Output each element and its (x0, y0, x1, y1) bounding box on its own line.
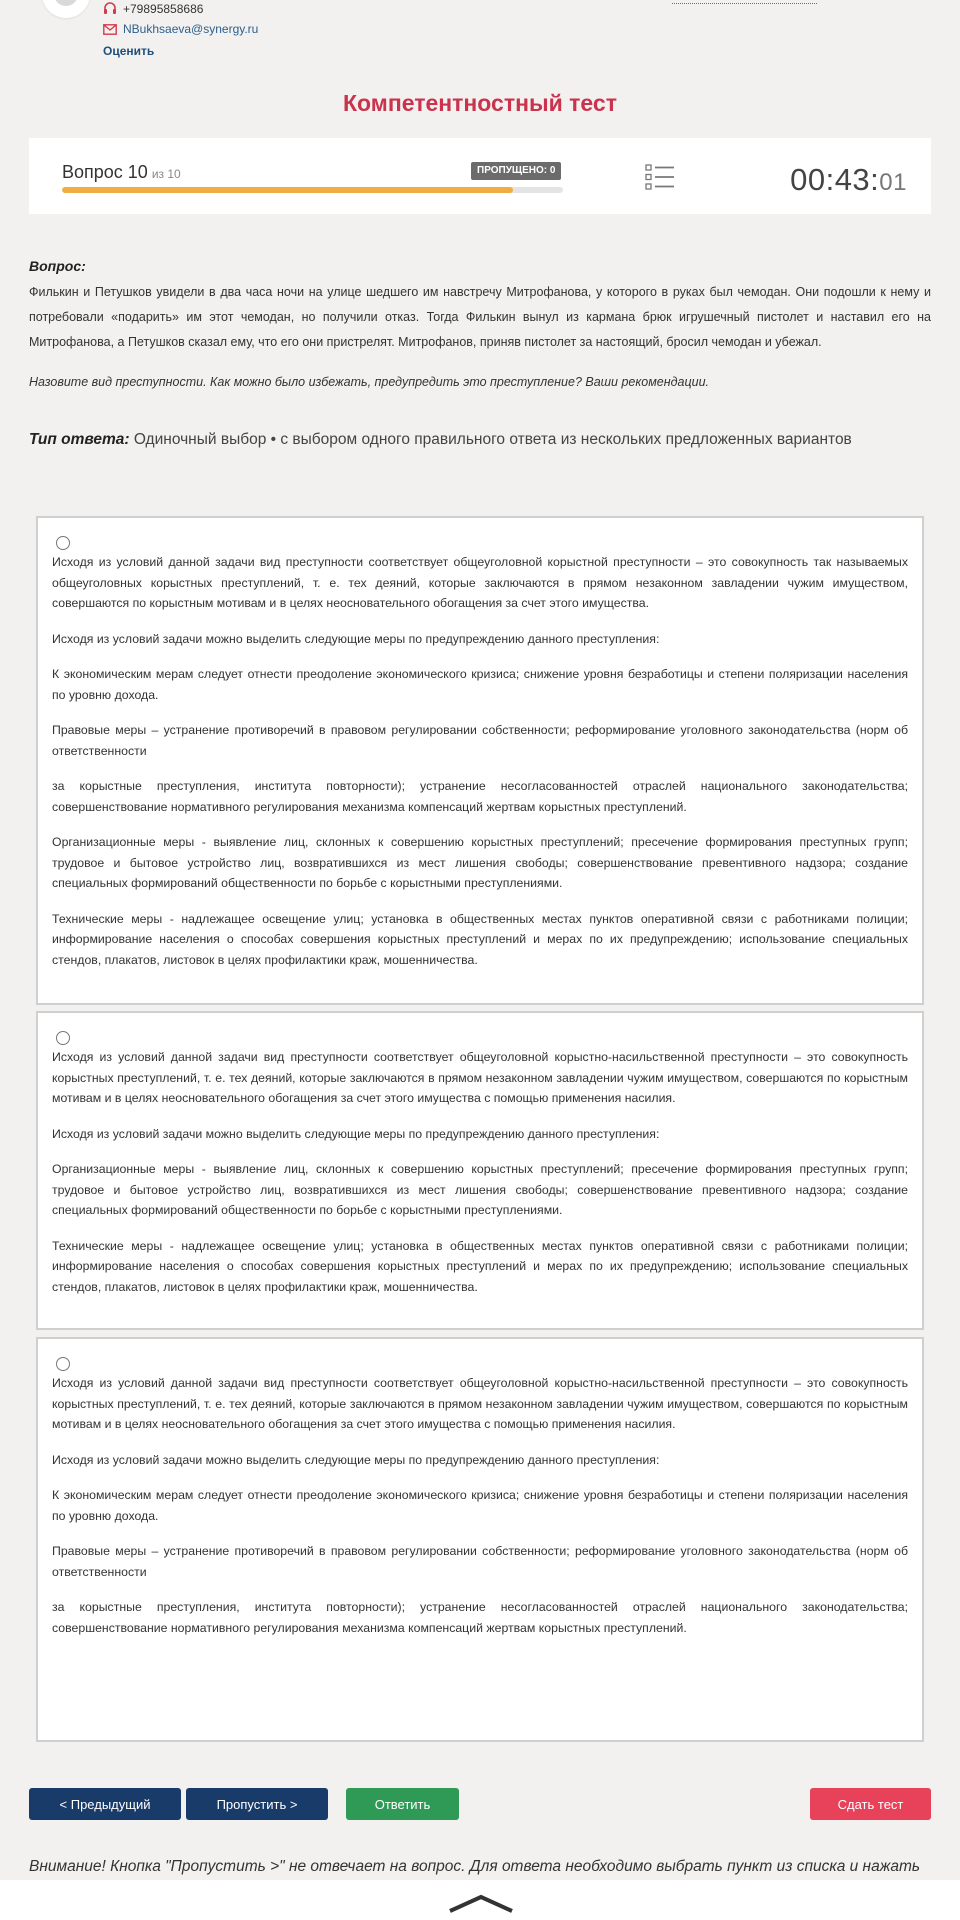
cropped-link (672, 0, 817, 4)
answer-type (29, 431, 852, 449)
question-total: из 10 (151, 167, 181, 181)
avatar (42, 0, 90, 18)
option-paragraph: Исходя из условий задачи можно выделить следующие меры по предупреждению данного преступления: (52, 1452, 660, 1467)
option-paragraph: Технические меры - надлежащее освещение улиц; установка в общественных местах пунктов оперативной связи с работниками полиции; информирование населения о способах совершения корыстных преступлений и мерах по их предупреждению; использование специальных стендов, плакатов, листовок в целях профилактики краж, мошенничества. (52, 911, 908, 967)
option-paragraph: Организационные меры - выявление лиц, склонных к совершению корыстных преступлений; пресечение формирования преступных групп; трудовое и бытовое устройство лиц, возвратившихся из мест лишения свободы; совершенствование превентивного надзора; создание специальных формирований общественности по борьбе с корыстными преступлениями. (52, 835, 908, 890)
option-paragraph: Исходя из условий задачи можно выделить следующие меры по предупреждению данного преступления: (52, 1126, 660, 1141)
option-radio[interactable] (56, 1031, 70, 1045)
timer-seconds: 01 (879, 169, 907, 196)
question-task: Назовите вид преступности. Как можно было избежать, предупредить это преступление? Ваши рекомендации. (29, 375, 710, 389)
answer-option-3[interactable] (36, 1337, 924, 1742)
answer-option-2[interactable] (36, 1011, 924, 1330)
timer (790, 162, 907, 198)
option-paragraph: Организационные меры - выявление лиц, склонных к совершению корыстных преступлений; пресечение формирования преступных групп; трудовое и бытовое устройство лиц, возвратившихся из мест лишения свободы; совершенствование превентивного надзора; создание специальных формирований общественности по борьбе с корыстными преступлениями. (52, 1162, 908, 1217)
progress-fill (62, 187, 513, 193)
option-radio[interactable] (56, 536, 70, 550)
option-paragraph: Исходя из условий данной задачи вид преступности соответствует общеуголовной корыстно-насильственной преступности – это совокупность корыстных преступлений, т. е. тех деяний, которые заключаются в прямом незаконном завладении чужим имуществом, совершаются по корыстным мотивам и в целях неосновательного обогащения за счет этого имущества с помощью применения насилия. (52, 1376, 908, 1431)
option-paragraph: Технические меры - надлежащее освещение улиц; установка в общественных местах пунктов оперативной связи с работниками полиции; информирование населения о способах совершения корыстных преступлений и мерах по их предупреждению; использование специальных стендов, плакатов, листовок в целях профилактики краж, мошенничества. (52, 1238, 908, 1294)
contacts-block (0, 0, 960, 70)
option-paragraph: за корыстные преступления, института повторности); устранение несогласованностей отраслей национального законодательства; совершенствование нормативного регулирования механизма компенсаций жертвам корыстных преступлений. (52, 779, 908, 814)
option-paragraph: Исходя из условий данной задачи вид преступности соответствует общеуголовной корыстной преступности – это совокупность так называемых общеуголовных корыстных преступлений, т. е. тех деяний, которые заключаются в прямом незаконном завладении чужим имуществом, совершаются по корыстным мотивам и в целях неосновательного обогащения за счет этого имущества. (52, 555, 908, 610)
answer-option-1[interactable] (36, 516, 924, 1005)
chevron-up-icon[interactable] (448, 1893, 514, 1918)
timer-main: 00:43: (790, 162, 880, 197)
answer-type-value: Одиночный выбор • с выбором одного правильного ответа из нескольких предложенных вариантов (133, 431, 852, 448)
question-text: Филькин и Петушков увидели в два часа ночи на улице шедшего им навстречу Митрофанова, у которого в руках был чемодан. Они подошли к нему и потребовали «подарить» им этот чемодан, но получили отказ. Тогда Филькин вынул из кармана брюк игрушечный пистолет и наставил его на Митрофанова, а Петушков сказал ему, что его они пристрелят. Митрофанов, приняв пистолет за настоящий, бросил чемодан и убежал. (29, 285, 931, 349)
phone-number: +79895858686 (123, 2, 204, 16)
option-paragraph: Правовые меры – устранение противоречий в правовом регулировании собственности; реформирование уголовного законодательства (норм об ответственности (52, 723, 908, 758)
submit-test-button[interactable]: Сдать тест (810, 1788, 931, 1820)
question-block (29, 258, 931, 389)
answer-button[interactable]: Ответить (346, 1788, 459, 1820)
mail-icon (103, 24, 117, 35)
progress-panel (29, 138, 931, 214)
question-number: Вопрос 10 (62, 162, 148, 182)
question-list-icon[interactable] (645, 164, 675, 195)
phone-row (103, 2, 203, 16)
option-paragraph: К экономическим мерам следует отнести преодоление экономического кризиса; снижение уровня безработицы и степени поляризации населения по уровню дохода. (52, 1488, 908, 1523)
answer-type-label: Тип ответа: (29, 431, 130, 448)
option-paragraph: за корыстные преступления, института повторности); устранение несогласованностей отраслей национального законодательства; совершенствование нормативного регулирования механизма компенсаций жертвам корыстных преступлений. (52, 1600, 908, 1635)
option-paragraph: К экономическим мерам следует отнести преодоление экономического кризиса; снижение уровня безработицы и степени поляризации населения по уровню дохода. (52, 667, 908, 702)
progress-bar (62, 187, 563, 193)
page-title: Компетентностный тест (343, 90, 617, 116)
skip-button[interactable]: Пропустить > (186, 1788, 328, 1820)
question-heading: Вопрос: (29, 258, 86, 274)
option-paragraph: Исходя из условий данной задачи вид преступности соответствует общеуголовной корыстно-насильственной преступности – это совокупность корыстных преступлений, т. е. тех деяний, которые заключаются в прямом незаконном завладении чужим имуществом, совершаются по корыстным мотивам и в целях неосновательного обогащения за счет этого имущества с помощью применения насилия. (52, 1050, 908, 1105)
skipped-badge: ПРОПУЩЕНО: 0 (471, 162, 561, 180)
email-link[interactable]: NBukhsaeva@synergy.ru (123, 22, 259, 36)
headset-icon (103, 2, 117, 16)
question-counter (62, 162, 181, 183)
rate-link[interactable]: Оценить (103, 44, 155, 58)
previous-button[interactable]: < Предыдущий (29, 1788, 181, 1820)
warning-text: Внимание! Кнопка "Пропустить >" не отвечает на вопрос. Для ответа необходимо выбрать пункт из списка и нажать (29, 1858, 921, 1875)
option-paragraph: Исходя из условий задачи можно выделить следующие меры по предупреждению данного преступления: (52, 631, 660, 646)
option-radio[interactable] (56, 1357, 70, 1371)
option-paragraph: Правовые меры – устранение противоречий в правовом регулировании собственности; реформирование уголовного законодательства (норм об ответственности (52, 1544, 908, 1579)
email-row (103, 22, 258, 36)
